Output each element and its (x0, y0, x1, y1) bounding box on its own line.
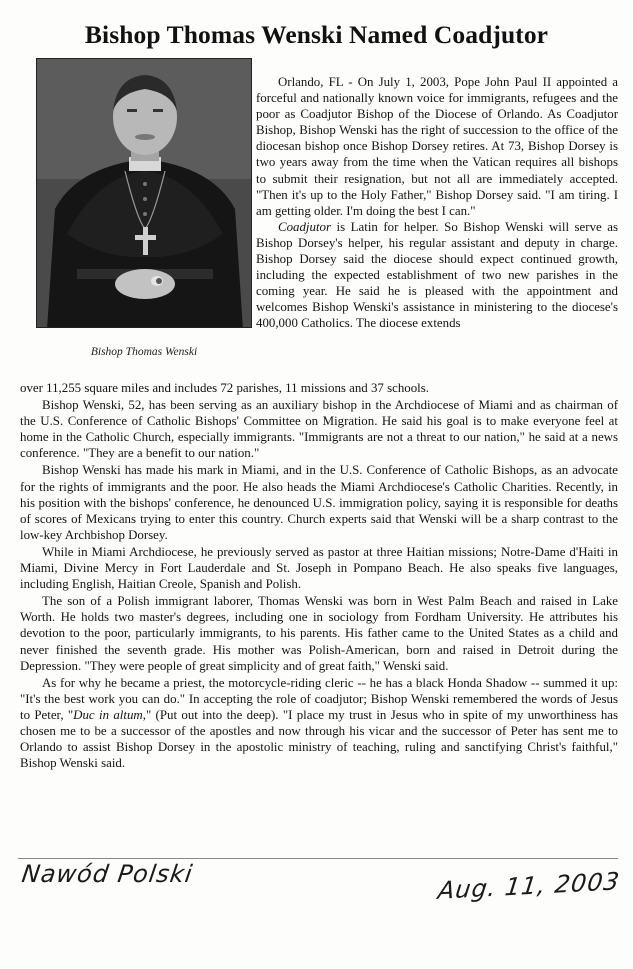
paragraph-4: Bishop Wenski, 52, has been serving as an auxiliary bishop in the Archdiocese of Miami and as chairman of the U.S. Conference of Catholic Bishops' Committee on Migration. He said his goal is to make everyone feel at home in the Catholic Church, especially immigrants. "Immigrants are not a threat to our nation," he said at a news conference. "They are a benefit to our nation." (20, 398, 618, 461)
portrait-illustration (37, 59, 252, 328)
paragraph-8-start: As for why he became a priest, the motorcycle-riding cleric -- he has a black Honda Shadow -- summed it up: "It's the best work you can do." In accepting the role of coadjutor; Bishop Wenski remembered the words of Jesus to Peter, " (20, 675, 618, 722)
paragraph-3: over 11,255 square miles and includes 72 parishes, 11 missions and 37 schools. (20, 381, 429, 395)
bishop-portrait-photo (36, 58, 252, 328)
coadjutor-italic-word: Coadjutor (278, 219, 332, 234)
paragraph-6: While in Miami Archdiocese, he previously served as pastor at three Haitian missions; Notre-Dame d'Haiti in Miami, Divine Mercy in Fort Lauderdale and St. Joseph in Pompano Beach. He also speaks five languages, including English, Haitian Creole, Spanish and Polish. (20, 544, 618, 592)
photo-block (36, 58, 252, 358)
paragraph-8-end: ," (Put out into the deep). "I place my trust in Jesus who in spite of my unworthiness has chosen me to be a successor of the apostles and now through his vicar and the successor of Peter has sent me to Orlando to assist Bishop Dorsey in the apostolic ministry of teaching, ruling and sanctifying Christ's faithful," Bishop Wenski said. (20, 707, 618, 771)
paragraph-1: Orlando, FL - On July 1, 2003, Pope John Paul II appointed a forceful and nationally known voice for immigrants, refugees and the poor as Coadjutor Bishop of the Diocese of Orlando. As Coadjutor Bishop, Bishop Wenski has the right of succession to the office of the diocesan bishop once Bishop Dorsey retires. At 73, Bishop Dorsey is two years away from the time when the Vatican requires all bishops to submit their resignation, but not all are immediately accepted. "Then it's up to the Holy Father," Bishop Dorsey said. "I am tiring. I am getting older. I'm doing the best I can." (256, 75, 618, 218)
paragraph-7: The son of a Polish immigrant laborer, Thomas Wenski was born in West Palm Beach and raised in Lake Worth. He holds two master's degrees, including one in sociology from Fordham University. He attributes his devotion to the poor, particularly immigrants, to his parents. His father came to the United States as a child and never finished the seventh grade. His mother was Polish-American, born and raised in Detroit during the Depression. "They were people of great simplicity and of great faith," Wenski said. (20, 594, 618, 673)
signature-rule (18, 858, 618, 859)
paragraph-2 (256, 219, 618, 332)
full-width-text (20, 380, 618, 772)
article-headline: Bishop Thomas Wenski Named Coadjutor (84, 20, 549, 49)
paragraph-8 (20, 675, 618, 772)
paragraph-5: Bishop Wenski has made his mark in Miami, and in the U.S. Conference of Catholic Bishops, as an advocate for the rights of immigrants and the poor. He also heads the Miami Archdiocese's Catholic Charities. Recently, in his position with the bishops' conference, he denounced U.S. immigration policy, saying it is responsible for deaths of scores of Mexicans trying to enter this country. Church experts said that Wenski will be a sharp contrast to the low-key Archbishop Dorsey. (20, 463, 618, 542)
right-column-text (256, 74, 618, 332)
handwritten-date: Aug. 11, 2003 (436, 867, 622, 905)
paragraph-2-body: is Latin for helper. So Bishop Wenski will serve as Bishop Dorsey's helper, his regular assistant and deputy in charge. Bishop Dorsey said the diocese should expect continued growth, including the expected establishment of two new parishes in the coming year. He said he is pleased with the appointment and welcomes Bishop Wenski's assistance in ministering to the diocese's 400,000 Catholics. The diocese extends (256, 219, 618, 331)
latin-phrase: Duc in altum (73, 707, 143, 722)
photo-caption: Bishop Thomas Wenski (90, 346, 198, 358)
handwritten-source-signature: Nawód Polski (20, 860, 195, 888)
